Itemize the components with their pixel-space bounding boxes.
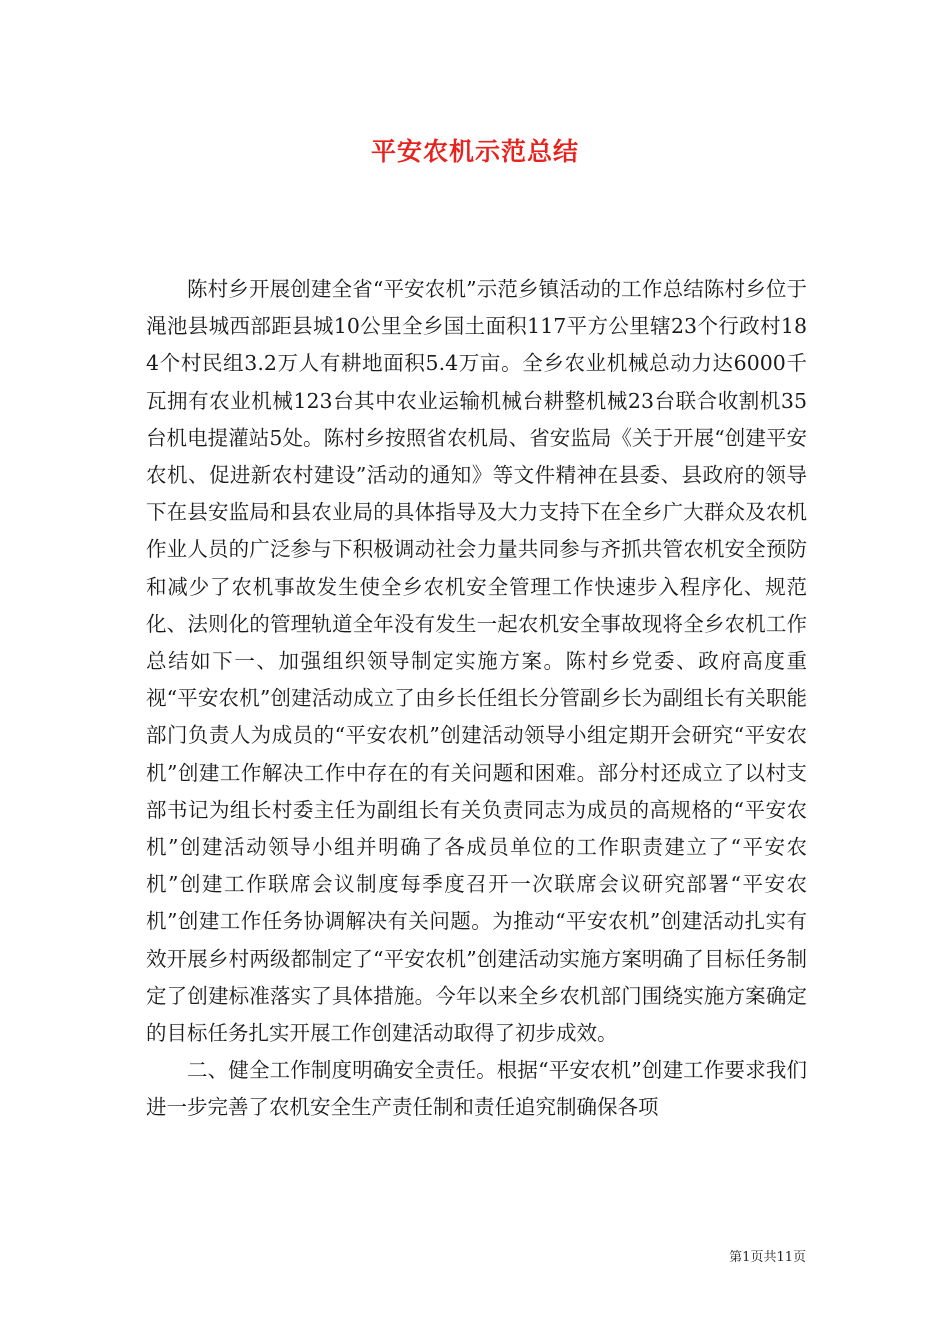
page-number: 第1页共11页 bbox=[729, 1250, 806, 1265]
document-title: 平安农机示范总结 bbox=[370, 137, 579, 166]
paragraph-2: 二、健全工作制度明确安全责任。根据“平安农机”创建工作要求我们进一步完善了农机安全生产责任制和责任追究制确保各项 bbox=[146, 1058, 807, 1120]
paragraph-1: 陈村乡开展创建全省“平安农机”示范乡镇活动的工作总结陈村乡位于渑池县城西部距县城10公里全乡国土面积117平方公里辖23个行政村184个村民组3.2万人有耕地面积5.4万亩。全乡农业机械总动力达6000千瓦拥有农业机械123台其中农业运输机械台耕整机械23台联合收割机35台机电提灌站5处。陈村乡按照省农机局、省安监局《关于开展“创建平安农机、促进新农村建设”活动的通知》等文件精神在县委、县政府的领导下在县安监局和县农业局的具体指导及大力支持下在全乡广大群众及农机作业人员的广泛参与下积极调动社会力量共同参与齐抓共管农机安全预防和减少了农机事故发生使全乡农机安全管理工作快速步入程序化、规范化、法则化的管理轨道全年没有发生一起农机安全事故现将全乡农机工作总结如下一、加强组织领导制定实施方案。陈村乡党委、政府高度重视“平安农机”创建活动成立了由乡长任组长分管副乡长为副组长有关职能部门负责人为成员的“平安农机”创建活动领导小组定期开会研究“平安农机”创建工作解决工作中存在的有关问题和困难。部分村还成立了以村支部书记为组长村委主任为副组长有关负责同志为成员的高规格的“平安农机”创建活动领导小组并明确了各成员单位的工作职责建立了“平安农机”创建工作联席会议制度每季度召开一次联席会议研究部署“平安农机”创建工作任务协调解决有关问题。为推动“平安农机”创建活动扎实有效开展乡村两级都制定了“平安农机”创建活动实施方案明确了目标任务制定了创建标准落实了具体措施。今年以来全乡农机部门围绕实施方案确定的目标任务扎实开展工作创建活动取得了初步成效。 bbox=[146, 277, 807, 1046]
document-body bbox=[146, 271, 807, 1127]
